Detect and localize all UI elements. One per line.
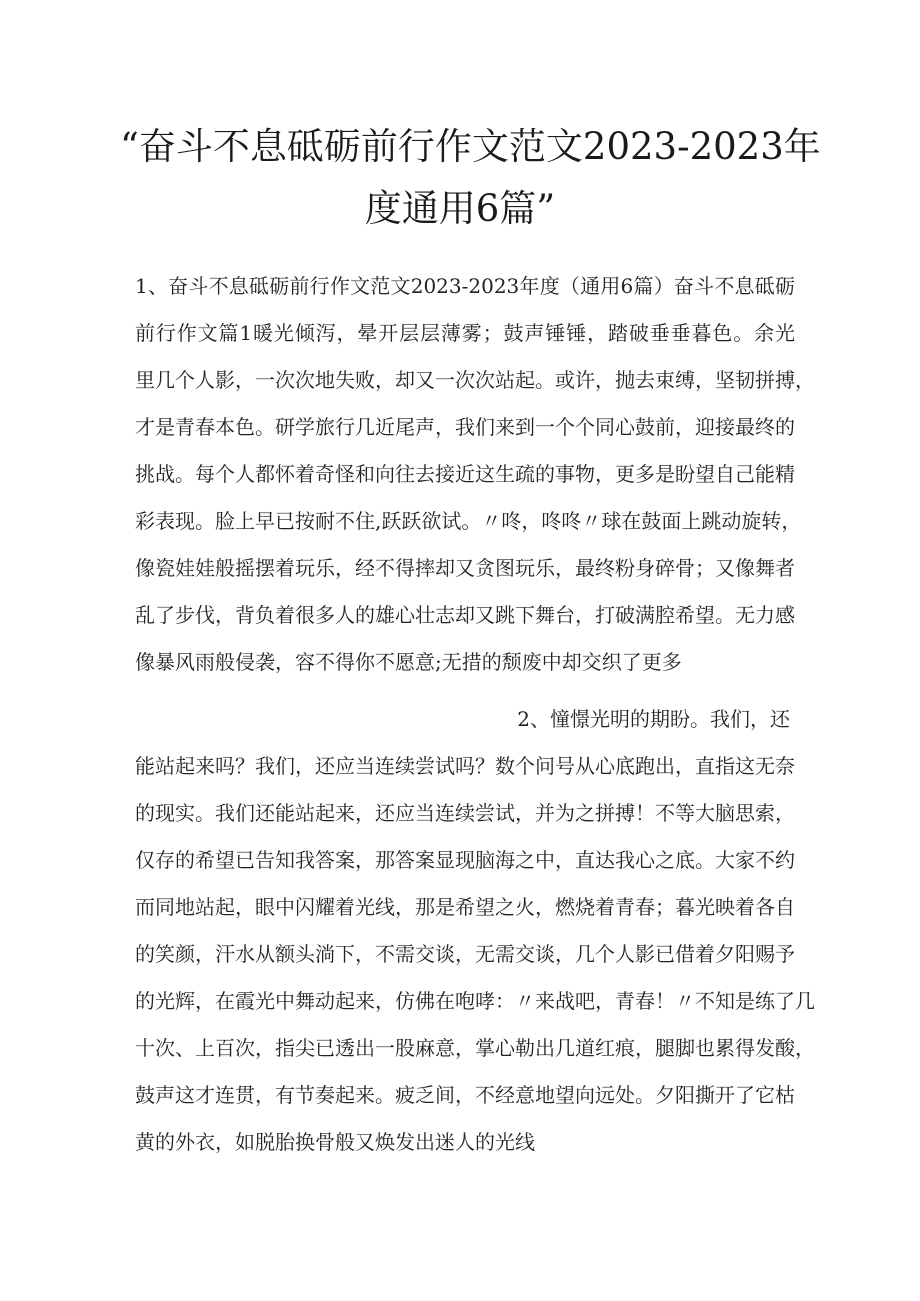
paragraph-1-line: 乱了步伐，背负着很多人的雄心壮志却又跳下舞台，打破满腔希望。无力感 (135, 603, 795, 627)
paragraph-2-line: 十次、上百次，指尖已透出一股麻意，掌心勒出几道红痕，腿脚也累得发酸， (135, 1036, 815, 1060)
paragraph-2-line: 黄的外衣，如脱胎换骨般又焕发出迷人的光线 (135, 1130, 535, 1154)
paragraph-2-line: 2、憧憬光明的期盼。我们，还 (517, 707, 790, 731)
paragraph-1-line: 像暴风雨般侵袭，容不得你不愿意;无措的颓废中却交织了更多 (135, 650, 682, 674)
document-title-line-1: “奋斗不息砥砺前行作文范文2023-2023年 (120, 125, 821, 168)
paragraph-2-line: 而同地站起，眼中闪耀着光线，那是希望之火，燃烧着青春；暮光映着各自 (135, 895, 795, 919)
paragraph-2-line: 的光辉，在霞光中舞动起来，仿佛在咆哮：〃来战吧，青春！〃不知是练了几 (135, 989, 815, 1013)
paragraph-1-line: 里几个人影，一次次地失败，却又一次次站起。或许，抛去束缚，坚韧拼搏， (135, 368, 815, 392)
paragraph-1-line: 彩表现。脸上早已按耐不住,跃跃欲试。〃咚，咚咚〃球在鼓面上跳动旋转， (135, 509, 802, 533)
paragraph-1-line: 前行作文篇1暖光倾泻，晕开层层薄雾；鼓声锤锤，踏破垂垂暮色。余光 (135, 321, 795, 345)
paragraph-2-line: 仅存的希望已告知我答案，那答案显现脑海之中，直达我心之底。大家不约 (135, 848, 795, 872)
paragraph-2-line: 能站起来吗？我们，还应当连续尝试吗？数个问号从心底跑出，直指这无奈 (135, 754, 795, 778)
paragraph-1-line: 1、奋斗不息砥砺前行作文范文2023-2023年度（通用6篇）奋斗不息砥砺 (135, 274, 795, 298)
paragraph-2-line: 的笑颜，汗水从额头淌下，不需交谈，无需交谈，几个人影已借着夕阳赐予 (135, 942, 795, 966)
paragraph-2-line: 的现实。我们还能站起来，还应当连续尝试，并为之拼搏！不等大脑思索， (135, 801, 795, 825)
paragraph-1-line: 挑战。每个人都怀着奇怪和向往去接近这生疏的事物，更多是盼望自己能精 (135, 462, 795, 486)
paragraph-1-line: 像瓷娃娃般摇摆着玩乐，经不得摔却又贪图玩乐，最终粉身碎骨；又像舞者 (135, 556, 795, 580)
paragraph-2-line: 鼓声这才连贯，有节奏起来。疲乏间，不经意地望向远处。夕阳撕开了它枯 (135, 1083, 795, 1107)
document-title-line-2: 度通用6篇” (364, 187, 556, 230)
paragraph-1-line: 才是青春本色。研学旅行几近尾声，我们来到一个个同心鼓前，迎接最终的 (135, 415, 795, 439)
